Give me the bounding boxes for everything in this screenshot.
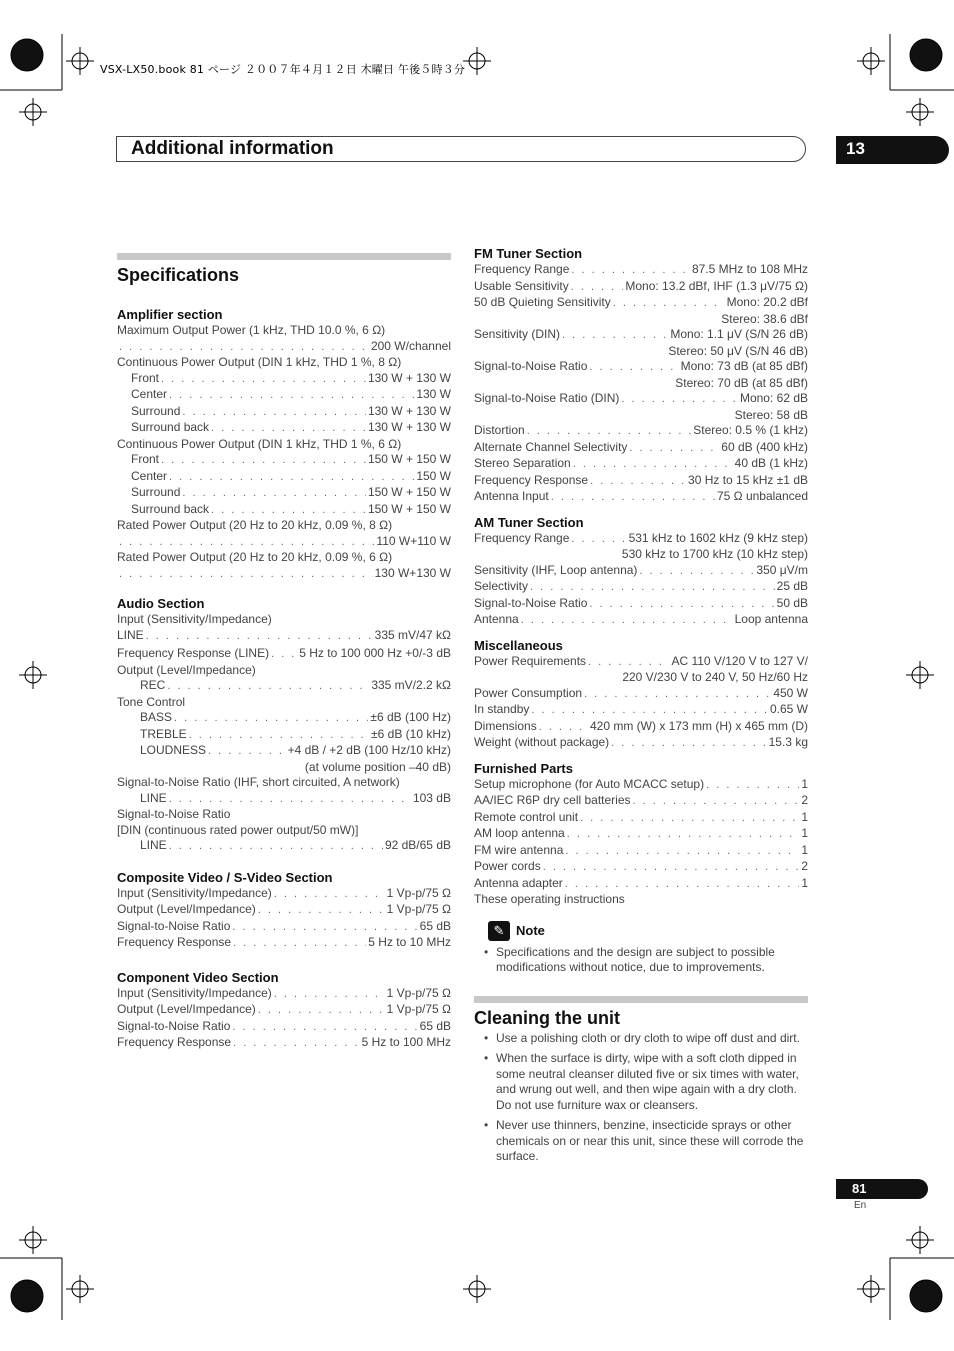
spec-label: Continuous Power Output (DIN 1 kHz, THD 1 %, 6 Ω) bbox=[117, 436, 402, 451]
component-list bbox=[117, 986, 451, 1052]
spec-continuation: Stereo: 70 dB (at 85 dBf) bbox=[675, 375, 808, 390]
bullet-item: • Specifications and the design are subject to possible modifications without notice, due to improvements. bbox=[474, 945, 808, 976]
am-heading: AM Tuner Section bbox=[474, 514, 584, 530]
left-column bbox=[117, 253, 451, 1052]
spec-label: Output (Level/Impedance) bbox=[117, 662, 256, 677]
spec-row: AM loop antenna . . . 1 bbox=[474, 826, 808, 843]
spec-row: LINE . . . 335 mV/47 kΩ bbox=[117, 628, 451, 645]
spec-row: Frequency Response (LINE) . . . 5 Hz to 100 000 Hz +0/-3 dB bbox=[117, 646, 451, 663]
spec-row: Signal-to-Noise Ratio . . . 50 dB bbox=[474, 596, 808, 613]
spec-row: Distortion . . . Stereo: 0.5 % (1 kHz) bbox=[474, 423, 808, 440]
composite-list bbox=[117, 886, 451, 952]
spec-row: REC . . . 335 mV/2.2 kΩ bbox=[117, 678, 451, 695]
spec-row: Usable Sensitivity . . . Mono: 13.2 dBf, IHF (1.3 μV/75 Ω) bbox=[474, 279, 808, 296]
misc-list bbox=[474, 654, 808, 752]
spec-row: FM wire antenna . . . 1 bbox=[474, 843, 808, 860]
page-number-tab bbox=[836, 1179, 928, 1199]
fm-heading: FM Tuner Section bbox=[474, 246, 583, 261]
file-info: VSX-LX50.book 81 ページ ２００７年４月１２日 木曜日 午後５時３分 bbox=[100, 63, 466, 76]
spec-row: Antenna Input . . . 75 Ω unbalanced bbox=[474, 489, 808, 506]
spec-continuation: Stereo: 58 dB bbox=[734, 407, 808, 422]
spec-row: TREBLE . . . ±6 dB (10 kHz) bbox=[117, 727, 451, 744]
cont-8-list bbox=[117, 371, 451, 437]
cleaning-list bbox=[474, 1031, 808, 1165]
spec-row: Input (Sensitivity/Impedance) . . . 1 Vp-p/75 Ω bbox=[117, 886, 451, 903]
spec-row: . . . 130 W+130 W bbox=[117, 566, 451, 583]
spec-row: Setup microphone (for Auto MCACC setup) . . . 1 bbox=[474, 777, 808, 794]
chapter-tab bbox=[836, 136, 949, 164]
spec-row: Input (Sensitivity/Impedance) . . . 1 Vp-p/75 Ω bbox=[117, 986, 451, 1003]
spec-label: Maximum Output Power (1 kHz, THD 10.0 %, 6 Ω) bbox=[117, 323, 386, 337]
spec-row: Antenna . . . Loop antenna bbox=[474, 612, 808, 629]
furnished-heading: Furnished Parts bbox=[474, 760, 573, 776]
spec-row: Signal-to-Noise Ratio . . . Mono: 73 dB (at 85 dBf) bbox=[474, 359, 808, 376]
spec-row: 50 dB Quieting Sensitivity . . . Mono: 20.2 dBf bbox=[474, 295, 808, 312]
chapter-number: 13 bbox=[846, 139, 865, 158]
spec-row: LOUDNESS . . . +4 dB / +2 dB (100 Hz/10 kHz) bbox=[117, 743, 451, 760]
note-list bbox=[474, 945, 808, 976]
spec-row: Output (Level/Impedance) . . . 1 Vp-p/75 Ω bbox=[117, 902, 451, 919]
spec-row: Frequency Response . . . 30 Hz to 15 kHz ±1 dB bbox=[474, 473, 808, 490]
spec-label: Rated Power Output (20 Hz to 20 kHz, 0.09 %, 6 Ω) bbox=[117, 550, 393, 564]
spec-row: Surround . . . 130 W + 130 W bbox=[117, 404, 451, 421]
spec-row: Frequency Response . . . 5 Hz to 10 MHz bbox=[117, 935, 451, 952]
spec-row: . . . 110 W+110 W bbox=[117, 534, 451, 551]
furnished-list bbox=[474, 777, 808, 893]
spec-row: Stereo Separation . . . 40 dB (1 kHz) bbox=[474, 456, 808, 473]
note-header bbox=[488, 921, 808, 941]
spec-row: Power cords . . . 2 bbox=[474, 859, 808, 876]
spec-row: Center . . . 130 W bbox=[117, 387, 451, 404]
bullet-item: • Never use thinners, benzine, insecticide sprays or other chemicals on or near this unit, since these will corrode the surface. bbox=[474, 1118, 808, 1165]
spec-row: Alternate Channel Selectivity . . . 60 dB (400 kHz) bbox=[474, 440, 808, 457]
cont-6-list bbox=[117, 452, 451, 518]
audio-heading: Audio Section bbox=[117, 596, 205, 611]
spec-label: Signal-to-Noise Ratio (IHF, short circuited, A network) bbox=[117, 775, 400, 789]
bullet-item: • Use a polishing cloth or dry cloth to wipe off dust and dirt. bbox=[474, 1031, 808, 1047]
spec-continuation: 530 kHz to 1700 kHz (10 kHz step) bbox=[621, 547, 808, 561]
section-rule bbox=[474, 996, 808, 1003]
spec-row: Front . . . 130 W + 130 W bbox=[117, 371, 451, 388]
language-code: En bbox=[854, 1200, 867, 1211]
spec-row: Signal-to-Noise Ratio . . . 65 dB bbox=[117, 1019, 451, 1036]
note-title: Note bbox=[516, 922, 545, 938]
section-rule bbox=[117, 253, 451, 260]
component-heading: Component Video Section bbox=[117, 969, 279, 985]
furnished-last: These operating instructions bbox=[474, 892, 625, 906]
spec-row: In standby . . . 0.65 W bbox=[474, 702, 808, 719]
spec-note: (at volume position –40 dB) bbox=[304, 759, 451, 774]
spec-label: Signal-to-Noise Ratio bbox=[117, 807, 231, 821]
spec-row: Surround back . . . 130 W + 130 W bbox=[117, 420, 451, 437]
spec-row: Surround back . . . 150 W + 150 W bbox=[117, 502, 451, 519]
composite-heading: Composite Video / S-Video Section bbox=[117, 869, 333, 885]
spec-row: Surround . . . 150 W + 150 W bbox=[117, 485, 451, 502]
amplifier-heading: Amplifier section bbox=[117, 307, 223, 322]
section-title-bar bbox=[116, 136, 806, 162]
spec-row: BASS . . . ±6 dB (100 Hz) bbox=[117, 710, 451, 727]
spec-row: LINE . . . 103 dB bbox=[117, 791, 451, 808]
spec-label: [DIN (continuous rated power output/50 mW)] bbox=[117, 822, 359, 837]
spec-label: Input (Sensitivity/Impedance) bbox=[117, 612, 272, 626]
spec-row: LINE . . . 92 dB/65 dB bbox=[117, 838, 451, 855]
spec-row: Sensitivity (IHF, Loop antenna) . . . 350 μV/m bbox=[474, 563, 808, 580]
cleaning-title: Cleaning the unit bbox=[474, 1007, 620, 1028]
spec-row: Frequency Response . . . 5 Hz to 100 MHz bbox=[117, 1035, 451, 1052]
spec-row: Weight (without package) . . . 15.3 kg bbox=[474, 735, 808, 752]
spec-label: Rated Power Output (20 Hz to 20 kHz, 0.09 %, 8 Ω) bbox=[117, 518, 393, 532]
spec-label: Continuous Power Output (DIN 1 kHz, THD 1 %, 8 Ω) bbox=[117, 355, 402, 369]
spec-continuation: 220 V/230 V to 240 V, 50 Hz/60 Hz bbox=[622, 670, 808, 684]
spec-label: Tone Control bbox=[117, 694, 186, 709]
page-number: 81 bbox=[852, 1181, 867, 1196]
spec-row: Antenna adapter . . . 1 bbox=[474, 876, 808, 893]
spec-row: . . . 200 W/channel bbox=[117, 339, 451, 356]
fm-list bbox=[474, 262, 808, 506]
pencil-icon: ✎ bbox=[488, 921, 510, 941]
spec-row: Remote control unit . . . 1 bbox=[474, 810, 808, 827]
right-column bbox=[474, 245, 808, 1170]
spec-row: Power Requirements . . . AC 110 V/120 V to 127 V/ bbox=[474, 654, 808, 671]
bullet-item: • When the surface is dirty, wipe with a soft cloth dipped in some neutral cleanser diluted five or six times with water, and wrung out well, and then wipe again with a dry cloth. Do not use furniture wax or cleansers. bbox=[474, 1051, 808, 1113]
spec-row: AA/IEC R6P dry cell batteries . . . 2 bbox=[474, 793, 808, 810]
spec-row: Frequency Range . . . 87.5 MHz to 108 MHz bbox=[474, 262, 808, 279]
spec-row: Frequency Range . . . 531 kHz to 1602 kHz (9 kHz step) bbox=[474, 531, 808, 548]
spec-row: Center . . . 150 W bbox=[117, 469, 451, 486]
spec-row: Signal-to-Noise Ratio . . . 65 dB bbox=[117, 919, 451, 936]
spec-continuation: Stereo: 38.6 dBf bbox=[721, 311, 808, 326]
am-list bbox=[474, 531, 808, 629]
spec-row: Signal-to-Noise Ratio (DIN) . . . Mono: 62 dB bbox=[474, 391, 808, 408]
spec-row: Dimensions . . . 420 mm (W) x 173 mm (H) x 465 mm (D) bbox=[474, 719, 808, 736]
spec-row: Power Consumption . . . 450 W bbox=[474, 686, 808, 703]
spec-row: Front . . . 150 W + 150 W bbox=[117, 452, 451, 469]
section-title: Additional information bbox=[131, 138, 334, 159]
spec-row: Sensitivity (DIN) . . . Mono: 1.1 μV (S/N 26 dB) bbox=[474, 327, 808, 344]
spec-row: Output (Level/Impedance) . . . 1 Vp-p/75 Ω bbox=[117, 1002, 451, 1019]
specifications-title: Specifications bbox=[117, 265, 240, 285]
misc-heading: Miscellaneous bbox=[474, 637, 563, 653]
spec-row: Selectivity . . . 25 dB bbox=[474, 579, 808, 596]
spec-continuation: Stereo: 50 μV (S/N 46 dB) bbox=[668, 343, 808, 358]
